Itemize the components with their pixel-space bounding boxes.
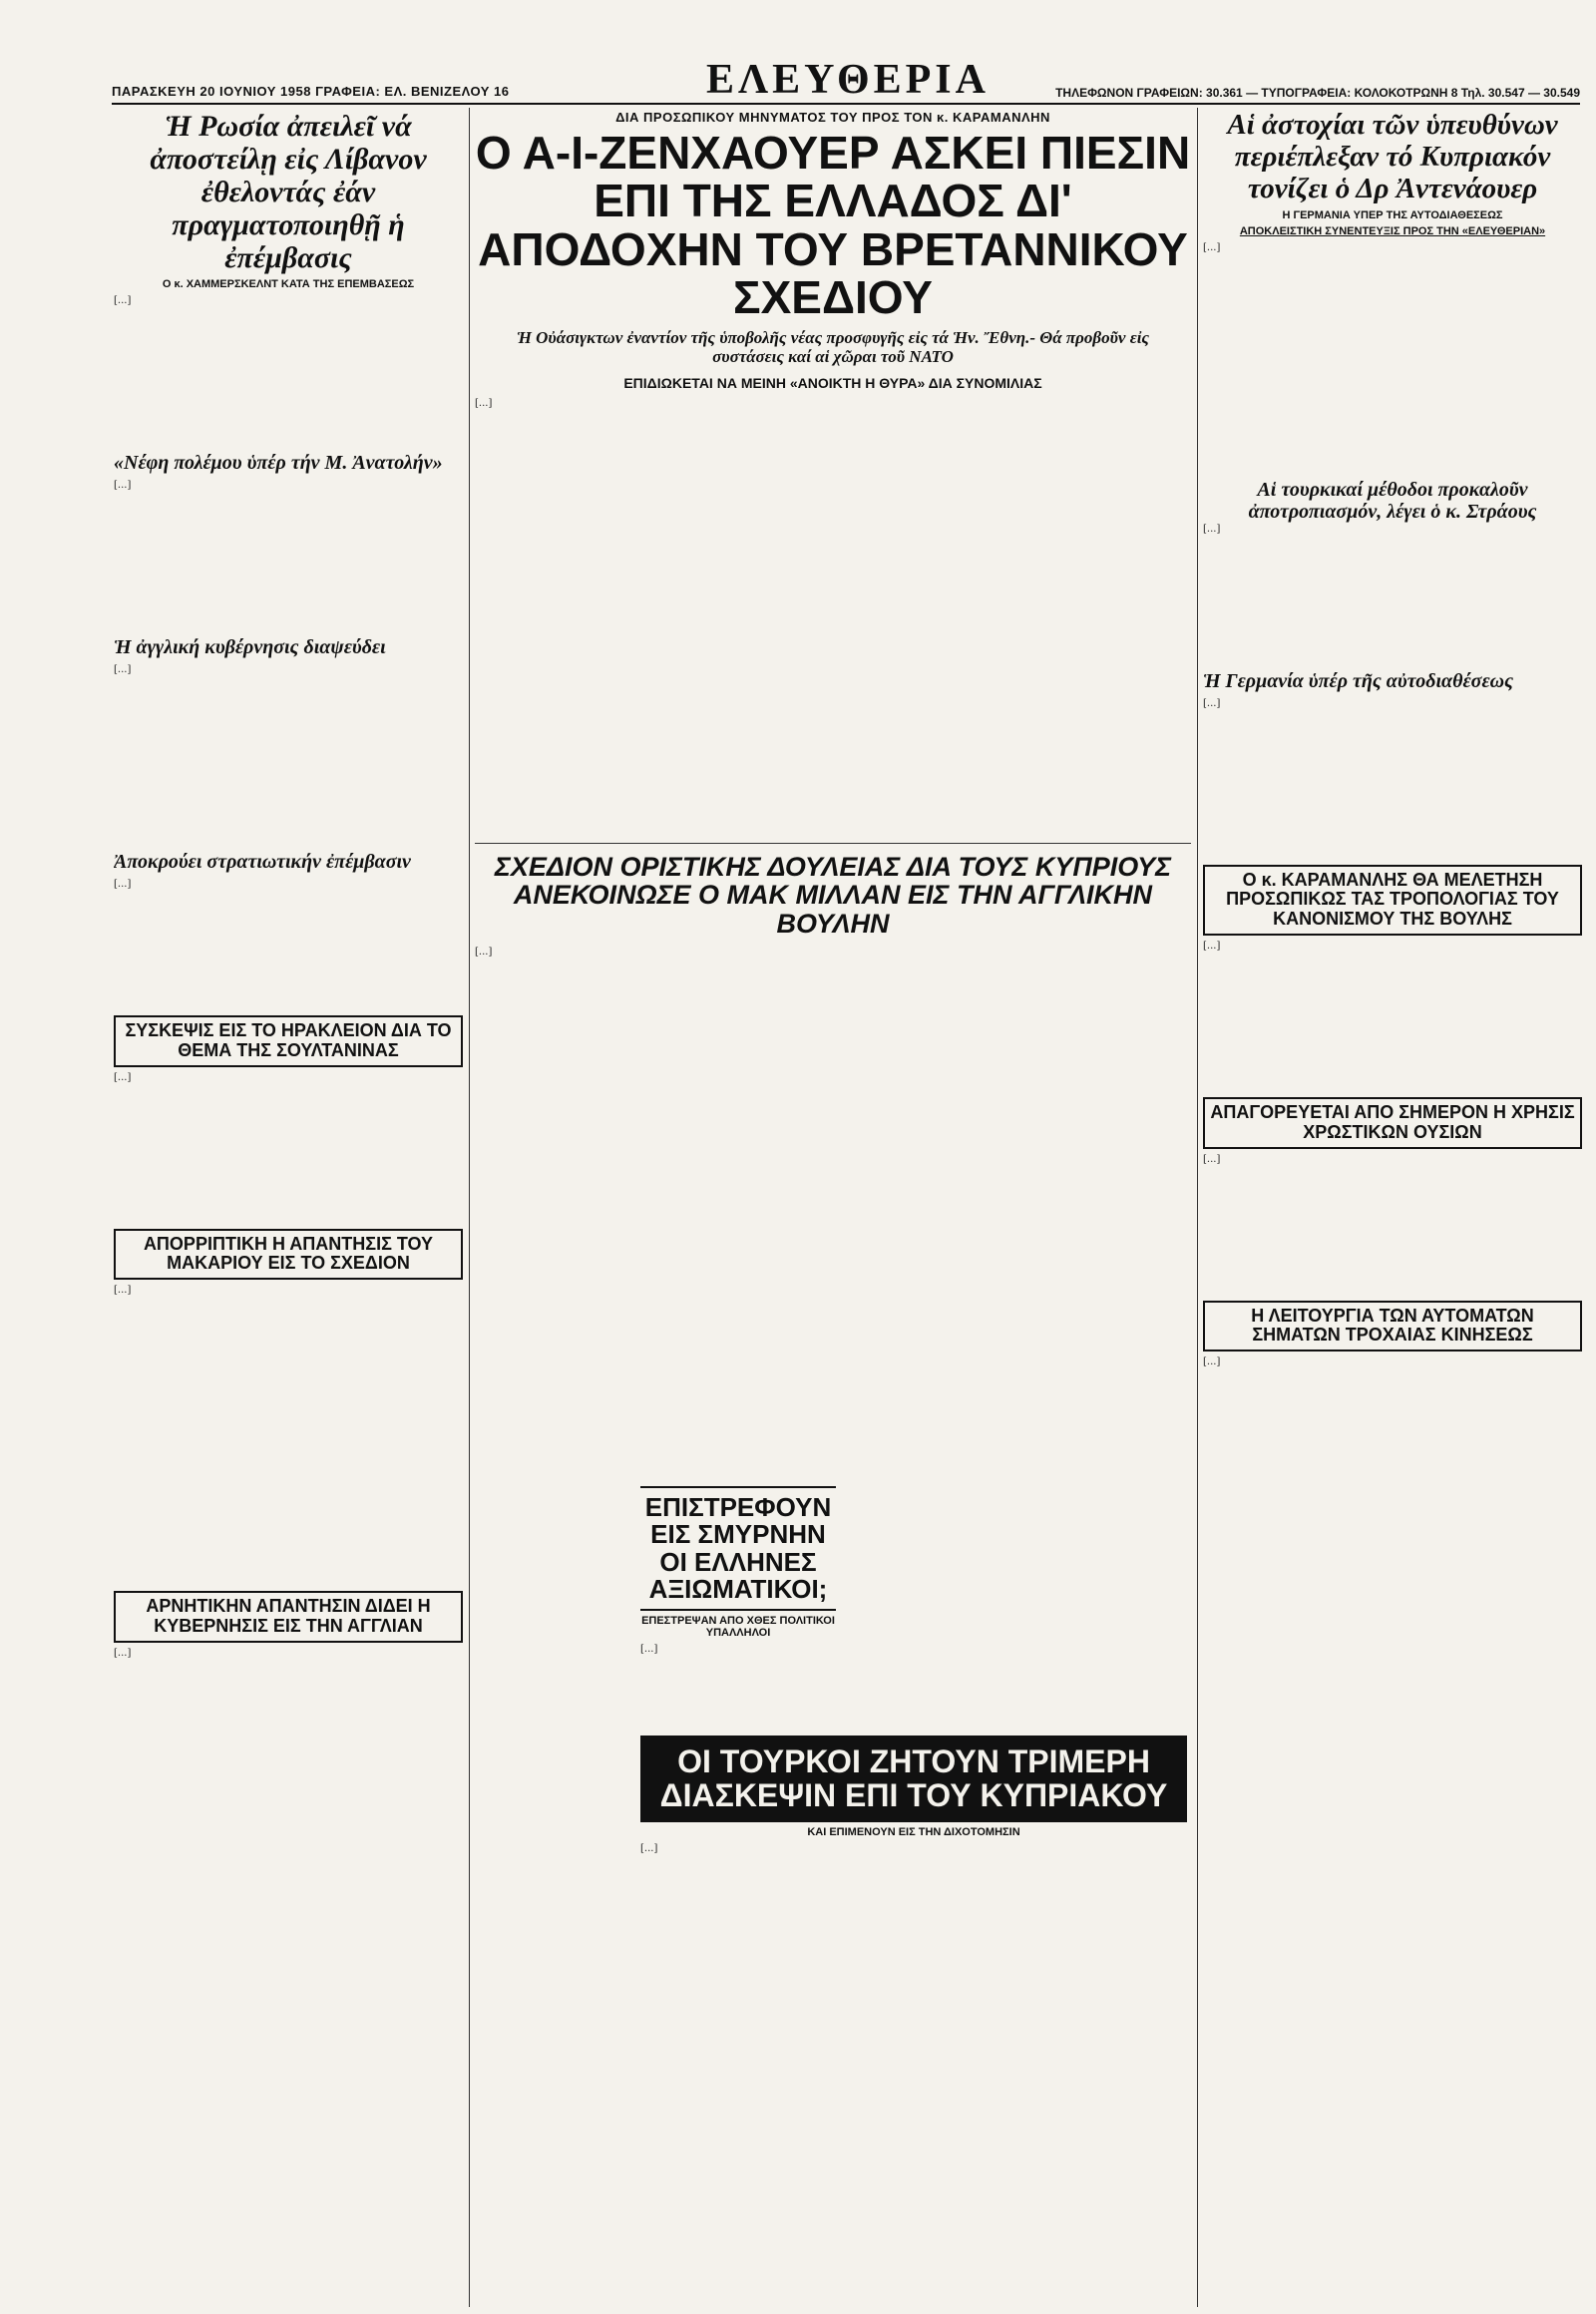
subheadline: ΚΑΙ ΕΠΙΜΕΝΟΥΝ ΕΙΣ ΤΗΝ ΔΙΧΟΤΟΜΗΣΙΝ: [807, 1826, 1020, 1839]
article-karamanlis: [1203, 865, 1582, 1089]
subheadline: Η ΓΕΡΜΑΝΙΑ ΥΠΕΡ ΤΗΣ ΑΥΤΟΔΙΑΘΕΣΕΩΣ: [1282, 208, 1503, 221]
newspaper-title: ΕΛΕΥΘΕΡΙΑ: [706, 57, 990, 103]
headline: ΑΠΟΡΡΙΠΤΙΚΗ Η ΑΠΑΝΤΗΣΙΣ ΤΟΥ ΜΑΚΑΡΙΟΥ ΕΙΣ ΤΟ ΣΧΕΔΙΟΝ: [114, 1229, 463, 1281]
newspaper-page: [8, 0, 1588, 2314]
headline: «Νέφη πολέμου ὑπέρ τήν Μ. Ἀνατολήν»: [114, 452, 443, 474]
headline: Ἡ Γερμανία ὑπέρ τῆς αὐτοδιαθέσεως: [1203, 669, 1514, 692]
article-body: [...]: [1203, 241, 1221, 253]
article-heraklion: [114, 1015, 463, 1221]
article-body: [...]: [114, 664, 132, 675]
article-adenauer: [1203, 110, 1582, 471]
main-headline: Ο Α-Ι-ΖΕΝΧΑΟΥΕΡ ΑΣΚΕΙ ΠΙΕΣΙΝ ΕΠΙ ΤΗΣ ΕΛΛΑΔΟΣ ΔΙ' ΑΠΟΔΟΧΗΝ ΤΟΥ ΒΡΕΤΑΝΝΙΚΟΥ ΣΧΕΔΙΟΥ: [475, 127, 1191, 323]
main-article-body: [...]: [475, 397, 493, 409]
headline: Ἀποκρούει στρατιωτικήν ἐπέμβασιν: [114, 851, 411, 873]
subheadline: Ο κ. ΧΑΜΜΕΡΣΚΕΛΝΤ ΚΑΤΑ ΤΗΣ ΕΠΕΜΒΑΣΕΩΣ: [162, 278, 415, 290]
main-strap: ΕΠΙΔΙΩΚΕΤΑΙ ΝΑ ΜΕΙΝΗ «ΑΝΟΙΚΤΗ Η ΘΥΡΑ» ΔΙΑ ΣΥΝΟΜΙΛΙΑΣ: [623, 374, 1042, 391]
headline: ΣΥΣΚΕΨΙΣ ΕΙΣ ΤΟ ΗΡΑΚΛΕΙΟΝ ΔΙΑ ΤΟ ΘΕΜΑ ΤΗΣ ΣΟΥΛΤΑΝΙΝΑΣ: [114, 1015, 463, 1067]
subheadline-2: ΑΠΟΚΛΕΙΣΤΙΚΗ ΣΥΝΕΝΤΕΥΞΙΣ ΠΡΟΣ ΤΗΝ «ΕΛΕΥΘΕΡΙΑΝ»: [1239, 224, 1546, 237]
article-self-determination: [1203, 670, 1582, 857]
article-body: [...]: [114, 480, 132, 491]
article-strauss: [1203, 479, 1582, 662]
headline: Ἡ ἀγγλική κυβέρνησις διαψεύδει: [114, 636, 386, 658]
subheadline: ΕΠΕΣΤΡΕΨΑΝ ΑΠΟ ΧΘΕΣ ΠΟΛΙΤΙΚΟΙ ΥΠΑΛΛΗΛΟΙ: [641, 1615, 835, 1640]
headline: Αἱ ἀστοχίαι τῶν ὑπευθύνων περιέπλεξαν τό Κυπριακόν τονίζει ὁ Δρ Ἀντενάουερ: [1227, 110, 1558, 204]
article-makarios: [114, 1229, 463, 1584]
left-column: [114, 110, 463, 2304]
article-military-intervention: [114, 851, 463, 1007]
headline: Ἡ Ρωσία ἀπειλεῖ νά ἀποστείλῃ εἰς Λίβανον ἐθελοντάς ἐάν πραγματοποιηθῇ ἡ ἐπέμβασις: [150, 110, 427, 274]
article-body: [...]: [1203, 523, 1221, 535]
column-divider: [1197, 108, 1198, 2307]
article-body: [...]: [1203, 697, 1221, 709]
masthead: [8, 0, 1588, 104]
headline: ΑΡΝΗΤΙΚΗΝ ΑΠΑΝΤΗΣΙΝ ΔΙΔΕΙ Η ΚΥΒΕΡΝΗΣΙΣ ΕΙΣ ΤΗΝ ΑΓΓΛΙΑΝ: [114, 1591, 463, 1643]
headline: Αἱ τουρκικαί μέθοδοι προκαλοῦν ἀποτροπιασμόν, λέγει ὁ κ. Στράους: [1248, 478, 1537, 523]
article-traffic-signals: [1203, 1301, 1582, 2214]
article-body: [...]: [1203, 941, 1221, 953]
article-war-clouds: [114, 452, 463, 628]
article-government-reply: [114, 1591, 463, 2205]
article-body: [...]: [1203, 1356, 1221, 1368]
headline-kicker: ΔΙΑ ΠΡΟΣΩΠΙΚΟΥ ΜΗΝΥΜΑΤΟΣ ΤΟΥ ΠΡΟΣ ΤΟΝ κ. ΚΑΡΑΜΑΝΛΗΝ: [615, 110, 1050, 125]
article-body: [...]: [640, 1843, 658, 1855]
article-body: [...]: [475, 947, 493, 959]
center-column: [475, 110, 1191, 2304]
headline: ΣΧΕΔΙΟΝ ΟΡΙΣΤΙΚΗΣ ΔΟΥΛΕΙΑΣ ΔΙΑ ΤΟΥΣ ΚΥΠΡΙΟΥΣ ΑΝΕΚΟΙΝΩΣΕ Ο ΜΑΚ ΜΙΛΛΑΝ ΕΙΣ ΤΗΝ ΑΓΓΛΙΚΗΝ ΒΟΥΛΗΝ: [494, 852, 1172, 939]
phone-line: ΤΗΛΕΦΩΝΟΝ ΓΡΑΦΕΙΩΝ: 30.361 — ΤΥΠΟΓΡΑΦΕΙΑ: ΚΟΛΟΚΟΤΡΩΝΗ 8 Τηλ. 30.547 — 30.549: [1055, 86, 1580, 100]
headline: ΑΠΑΓΟΡΕΥΕΤΑΙ ΑΠΟ ΣΗΜΕΡΟΝ Η ΧΡΗΣΙΣ ΧΡΩΣΤΙΚΩΝ ΟΥΣΙΩΝ: [1203, 1097, 1582, 1149]
article-turks-conference: [640, 1736, 1187, 2301]
article-cyprus-plan: [475, 853, 1191, 1464]
article-body: [...]: [114, 1285, 132, 1297]
section-divider: [475, 843, 1191, 844]
article-body: [...]: [1203, 1153, 1221, 1165]
article-body: [...]: [640, 1644, 658, 1656]
date-line: ΠΑΡΑΣΚΕΥΗ 20 ΙΟΥΝΙΟΥ 1958 ΓΡΑΦΕΙΑ: ΕΛ. ΒΕΝΙΖΕΛΟΥ 16: [112, 84, 510, 99]
article-dyes-ban: [1203, 1097, 1582, 1293]
article-body: [...]: [114, 1071, 132, 1083]
article-body: [...]: [114, 1647, 132, 1659]
headline: ΕΠΙΣΤΡΕΦΟΥΝ ΕΙΣ ΣΜΥΡΝΗΝ ΟΙ ΕΛΛΗΝΕΣ ΑΞΙΩΜΑΤΙΚΟΙ;: [640, 1486, 836, 1611]
article-british-denial: [114, 636, 463, 843]
right-column: [1203, 110, 1582, 2304]
headline: Ο κ. ΚΑΡΑΜΑΝΛΗΣ ΘΑ ΜΕΛΕΤΗΣΗ ΠΡΟΣΩΠΙΚΩΣ ΤΑΣ ΤΡΟΠΟΛΟΓΙΑΣ ΤΟΥ ΚΑΝΟΝΙΣΜΟΥ ΤΗΣ ΒΟΥΛΗΣ: [1203, 865, 1582, 936]
headline: Η ΛΕΙΤΟΥΡΓΙΑ ΤΩΝ ΑΥΤΟΜΑΤΩΝ ΣΗΜΑΤΩΝ ΤΡΟΧΑΙΑΣ ΚΙΝΗΣΕΩΣ: [1203, 1301, 1582, 1352]
headline: ΟΙ ΤΟΥΡΚΟΙ ΖΗΤΟΥΝ ΤΡΙΜΕΡΗ ΔΙΑΣΚΕΨΙΝ ΕΠΙ ΤΟΥ ΚΥΠΡΙΑΚΟΥ: [640, 1736, 1187, 1822]
column-divider: [469, 108, 470, 2307]
article-body: [...]: [114, 879, 132, 890]
article-russia-lebanon: [114, 110, 463, 444]
masthead-rule: [112, 103, 1580, 105]
main-subheadline: Ἡ Οὐάσιγκτων ἐναντίον τῆς ὑποβολῆς νέας προσφυγῆς εἰς τά Ἡν. Ἔθνη.- Θά προβοῦν εἰς συστάσεις καί αἱ χῶραι τοῦ ΝΑΤΟ: [516, 328, 1150, 366]
article-body: [...]: [114, 295, 132, 306]
